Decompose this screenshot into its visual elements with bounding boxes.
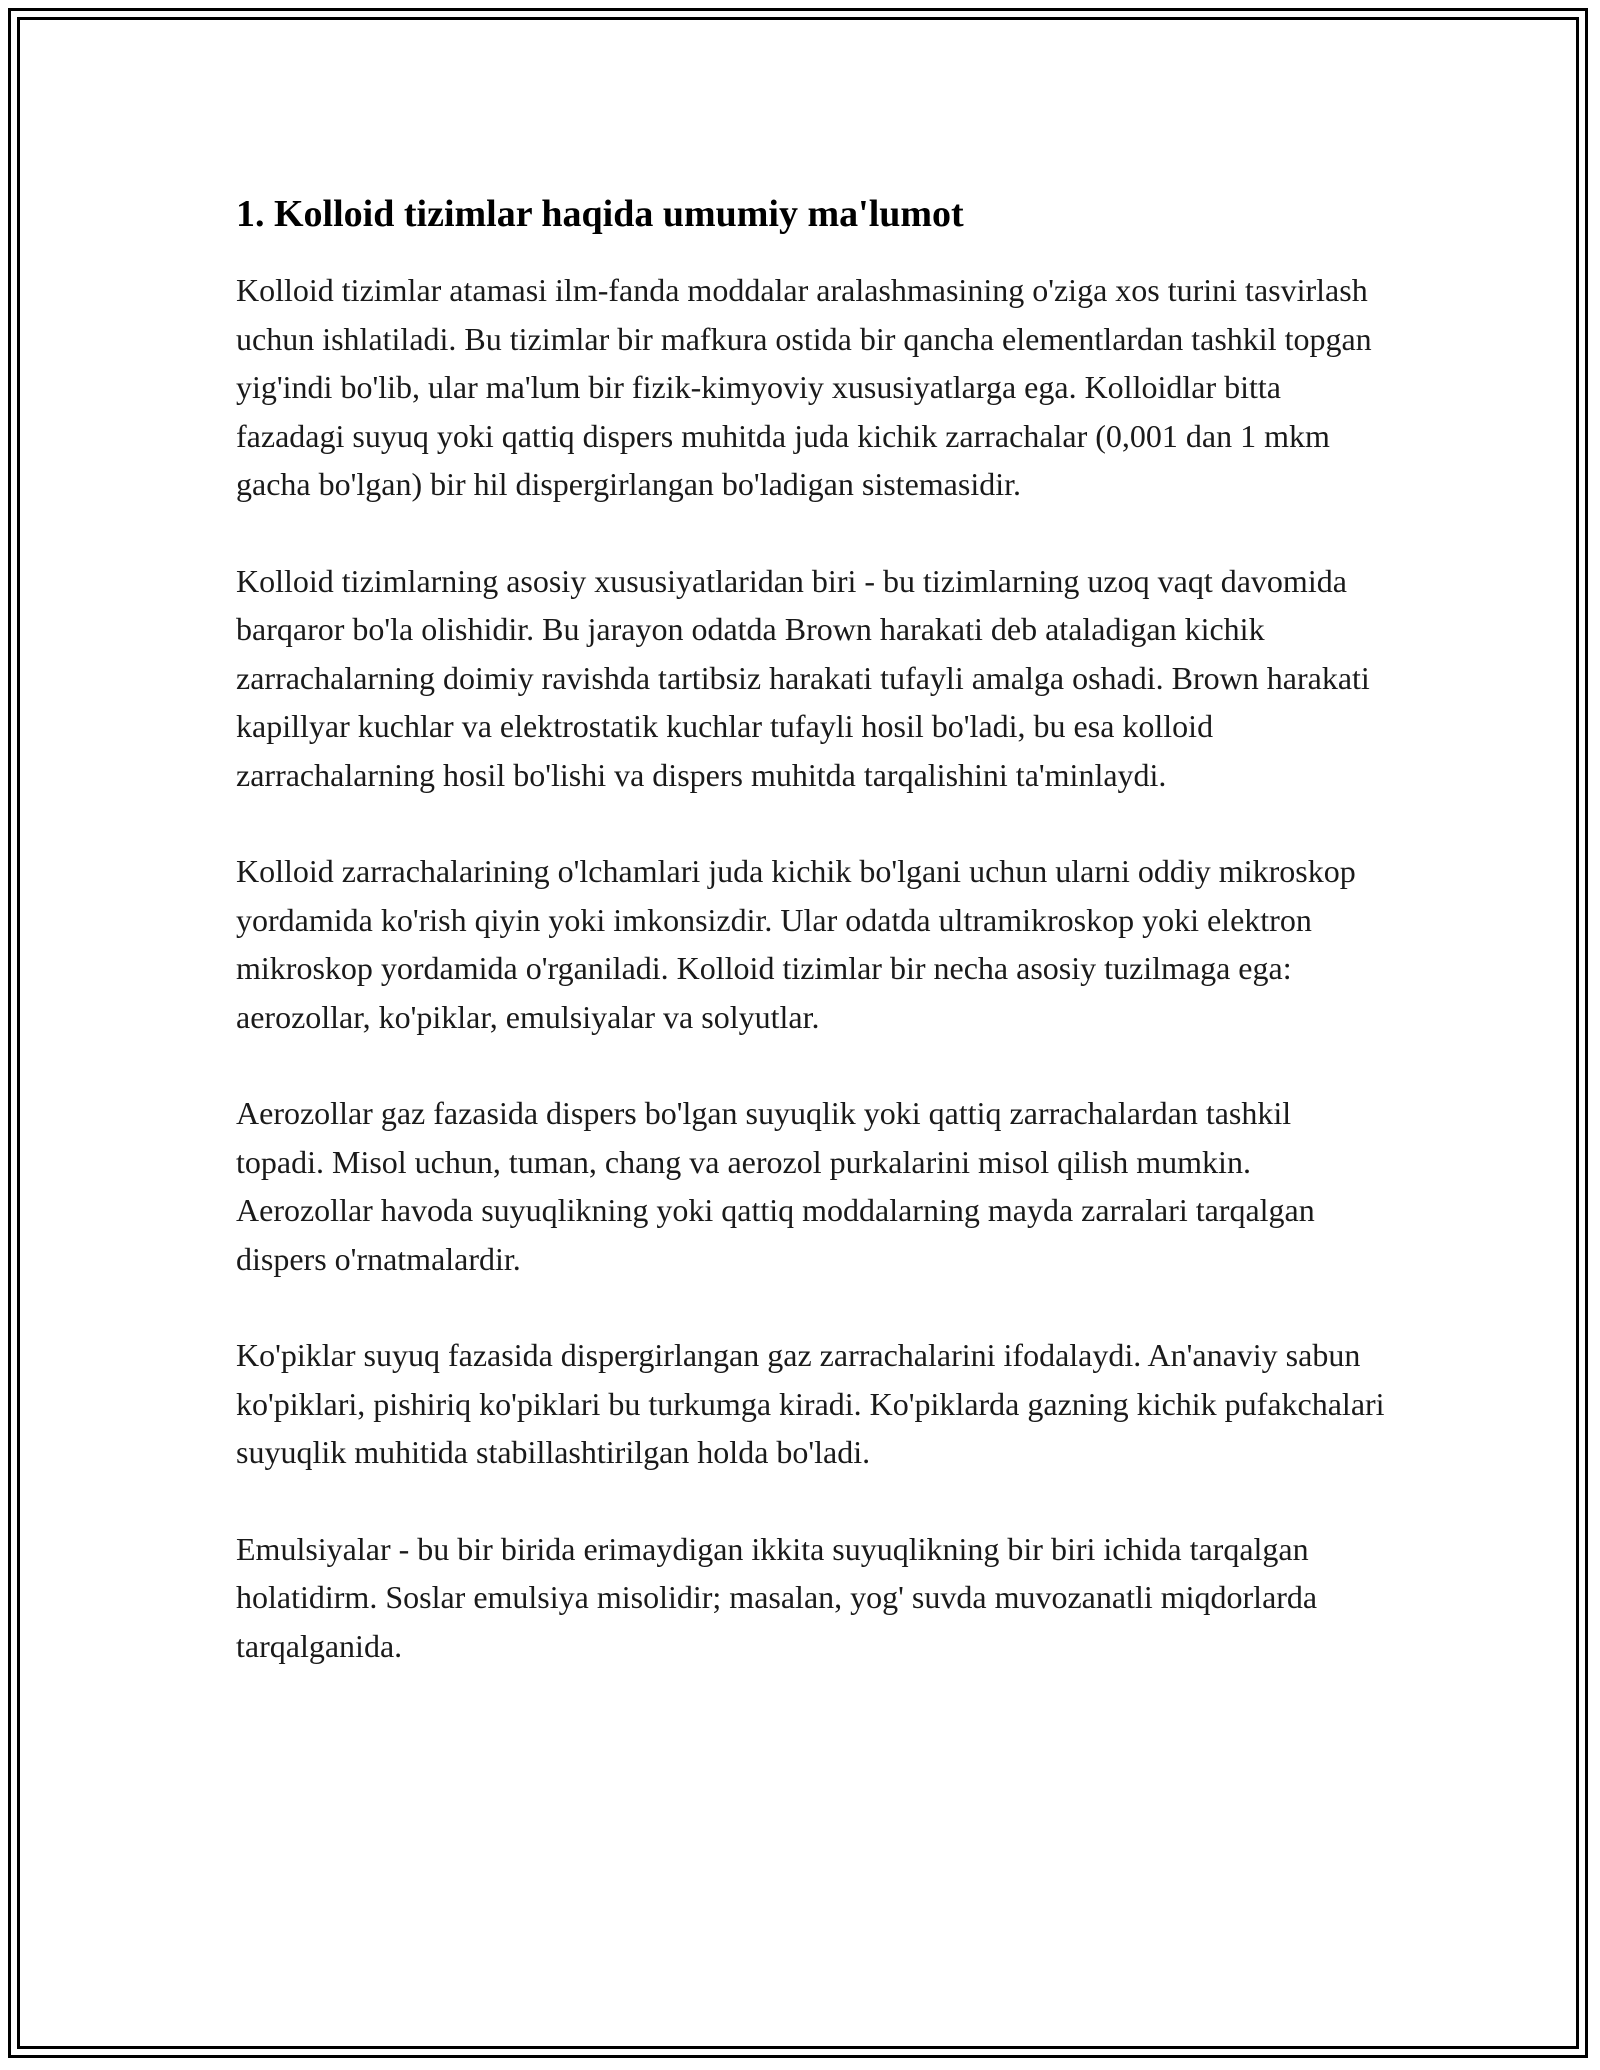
- paragraph-aerosols: Aerozollar gaz fazasida dispers bo'lgan suyuqlik yoki qattiq zarrachalardan tashkil topadi. Misol uchun, tuman, chang va aerozol purkalarini misol qilish mumkin. Aerozollar havoda suyuqlikning yoki qattiq moddalarning mayda zarralari tarqalgan dispers o'rnatmalardir.: [236, 1095, 1315, 1277]
- paragraph-stability: Kolloid tizimlarning asosiy xususiyatlaridan biri - bu tizimlarning uzoq vaqt davomida barqaror bo'la olishidir. Bu jarayon odatda Brown harakati deb ataladigan kichik zarrachalarning doimiy ravishda tartibsiz harakati tufayli amalga oshadi. Brown harakati kapillyar kuchlar va elektrostatik kuchlar tufayli hosil bo'ladi, bu esa kolloid zarrachalarning hosil bo'lishi va dispers muhitda tarqalishini ta'minlaydi.: [236, 562, 1370, 793]
- section-heading: 1. Kolloid tizimlar haqida umumiy ma'lumot: [236, 193, 964, 235]
- document-body: [236, 186, 1386, 1718]
- paragraph-particle-size: Kolloid zarrachalarining o'lchamlari juda kichik bo'lgani uchun ularni oddiy mikroskop yordamida ko'rish qiyin yoki imkonsizdir. Ular odatda ultramikroskop yoki elektron mikroskop yordamida o'rganiladi. Kolloid tizimlar bir necha asosiy tuzilmaga ega: aerozollar, ko'piklar, emulsiyalar va solyutlar.: [236, 853, 1356, 1035]
- paragraph-intro: Kolloid tizimlar atamasi ilm-fanda moddalar aralashmasining o'ziga xos turini tasvirlash uchun ishlatiladi. Bu tizimlar bir mafkura ostida bir qancha elementlardan tashkil topgan yig'indi bo'lib, ular ma'lum bir fizik-kimyoviy xususiyatlarga ega. Kolloidlar bitta fazadagi suyuq yoki qattiq dispers muhitda juda kichik zarrachalar (0,001 dan 1 mkm gacha bo'lgan) bir hil dispergirlangan bo'ladigan sistemasidir.: [236, 272, 1372, 502]
- paragraph-emulsions: Emulsiyalar - bu bir birida erimaydigan ikkita suyuqlikning bir biri ichida tarqalgan holatidirm. Soslar emulsiya misolidir; masalan, yog' suvda muvozanatli miqdorlarda tarqalganida.: [236, 1530, 1318, 1664]
- paragraph-foams: Ko'piklar suyuq fazasida dispergirlangan gaz zarrachalarini ifodalaydi. An'anaviy sabun ko'piklari, pishiriq ko'piklari bu turkumga kiradi. Ko'piklarda gazning kichik pufakchalari suyuqlik muhitida stabillashtirilgan holda bo'ladi.: [236, 1337, 1385, 1470]
